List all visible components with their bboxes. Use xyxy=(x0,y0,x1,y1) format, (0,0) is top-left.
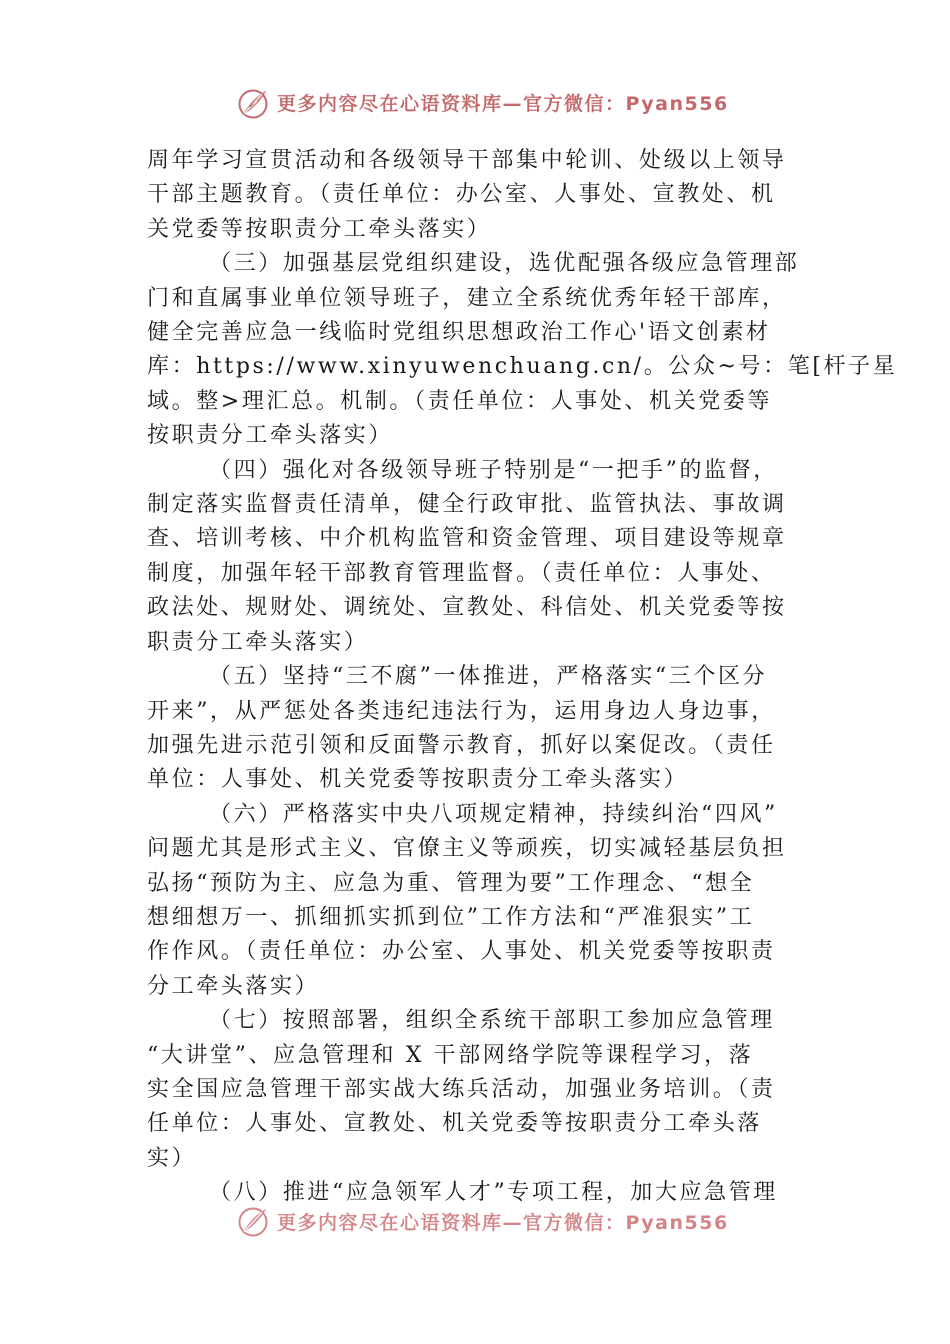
paragraph-item-4 xyxy=(147,454,807,660)
paragraph-item-6 xyxy=(147,798,807,1004)
watermark-banner-top xyxy=(235,84,729,124)
text-line: （六）严格落实中央八项规定精神，持续纠治“四风” xyxy=(209,801,778,827)
feather-pen-logo-icon xyxy=(235,86,271,122)
paragraph-item-5 xyxy=(147,660,807,798)
text-line: 开来”，从严惩处各类违纪违法行为，运用身边人身边事， xyxy=(147,698,776,724)
watermark-clip xyxy=(277,1209,729,1235)
document-body xyxy=(147,144,898,1211)
text-line: 问题尤其是形式主义、官僚主义等顽疾，切实减轻基层负担 xyxy=(147,836,787,862)
text-line: 关党委等按职责分工牵头落实） xyxy=(147,216,492,242)
text-line: 库：https://www.xinyuwenchuang.cn/。公众~号：笔[杆子星 xyxy=(147,354,898,380)
text-line: （八）推进“应急领军人才”专项工程，加大应急管理 xyxy=(209,1180,778,1206)
paragraph-item-3 xyxy=(147,247,898,453)
text-line: 分工牵头落实） xyxy=(147,973,320,999)
text-line: （七）按照部署，组织全系统干部职工参加应急管理 xyxy=(209,1008,775,1034)
watermark-banner-bottom xyxy=(235,1202,729,1242)
text-line: 实全国应急管理干部实战大练兵活动，加强业务培训。（责 xyxy=(147,1076,776,1102)
text-line: 制定落实监督责任清单，健全行政审批、监管执法、事故调 xyxy=(147,492,787,518)
text-line: 周年学习宣贯活动和各级领导干部集中轮训、处级以上领导 xyxy=(147,148,787,173)
text-line: 域。整>理汇总。机制。（责任单位：人事处、机关党委等 xyxy=(147,388,773,414)
text-line: 任单位：人事处、宣教处、机关党委等按职责分工牵头落 xyxy=(147,1111,763,1137)
text-line: 干部主题教育。（责任单位：办公室、人事处、宣教处、机 xyxy=(147,182,776,208)
text-line: 作作风。（责任单位：办公室、人事处、机关党委等按职责 xyxy=(147,939,776,965)
watermark-text: 更多内容尽在心语资料库—官方微信：Pyan556 xyxy=(277,93,729,115)
text-line: （五）坚持“三不腐”一体推进，严格落实“三个区分 xyxy=(209,664,768,690)
paragraph-item-7 xyxy=(147,1004,807,1176)
text-line: 实） xyxy=(147,1145,197,1171)
text-line: 单位：人事处、机关党委等按职责分工牵头落实） xyxy=(147,767,689,793)
text-line: 职责分工牵头落实） xyxy=(147,629,369,655)
text-line: 健全完善应急一线临时党组织思想政治工作心'语文创素材 xyxy=(147,320,771,346)
text-line: 想细想万一、抓细抓实抓到位”工作方法和“严准狠实”工 xyxy=(147,904,755,930)
text-line: 政法处、规财处、调统处、宣教处、科信处、机关党委等按 xyxy=(147,595,787,621)
text-line: （三）加强基层党组织建设，选优配强各级应急管理部 xyxy=(209,251,800,277)
text-line: 门和直属事业单位领导班子，建立全系统优秀年轻干部库， xyxy=(147,285,787,311)
text-line: 查、培训考核、中介机构监管和资金管理、项目建设等规章 xyxy=(147,526,787,552)
text-line: 弘扬“预防为主、应急为重、管理为要”工作理念、“想全 xyxy=(147,870,755,896)
paragraph-continuation xyxy=(147,144,807,247)
watermark-text: 更多内容尽在心语资料库—官方微信：Pyan556 xyxy=(277,1212,729,1234)
feather-pen-logo-icon xyxy=(235,1204,271,1240)
text-line: “大讲堂”、应急管理和 X 干部网络学院等课程学习，落 xyxy=(147,1042,754,1068)
text-line: 按职责分工牵头落实） xyxy=(147,423,394,449)
text-line: 加强先进示范引领和反面警示教育，抓好以案促改。（责任 xyxy=(147,732,776,758)
text-line: （四）强化对各级领导班子特别是“一把手”的监督， xyxy=(209,457,778,483)
text-line: 制度，加强年轻干部教育管理监督。（责任单位：人事处、 xyxy=(147,560,776,586)
